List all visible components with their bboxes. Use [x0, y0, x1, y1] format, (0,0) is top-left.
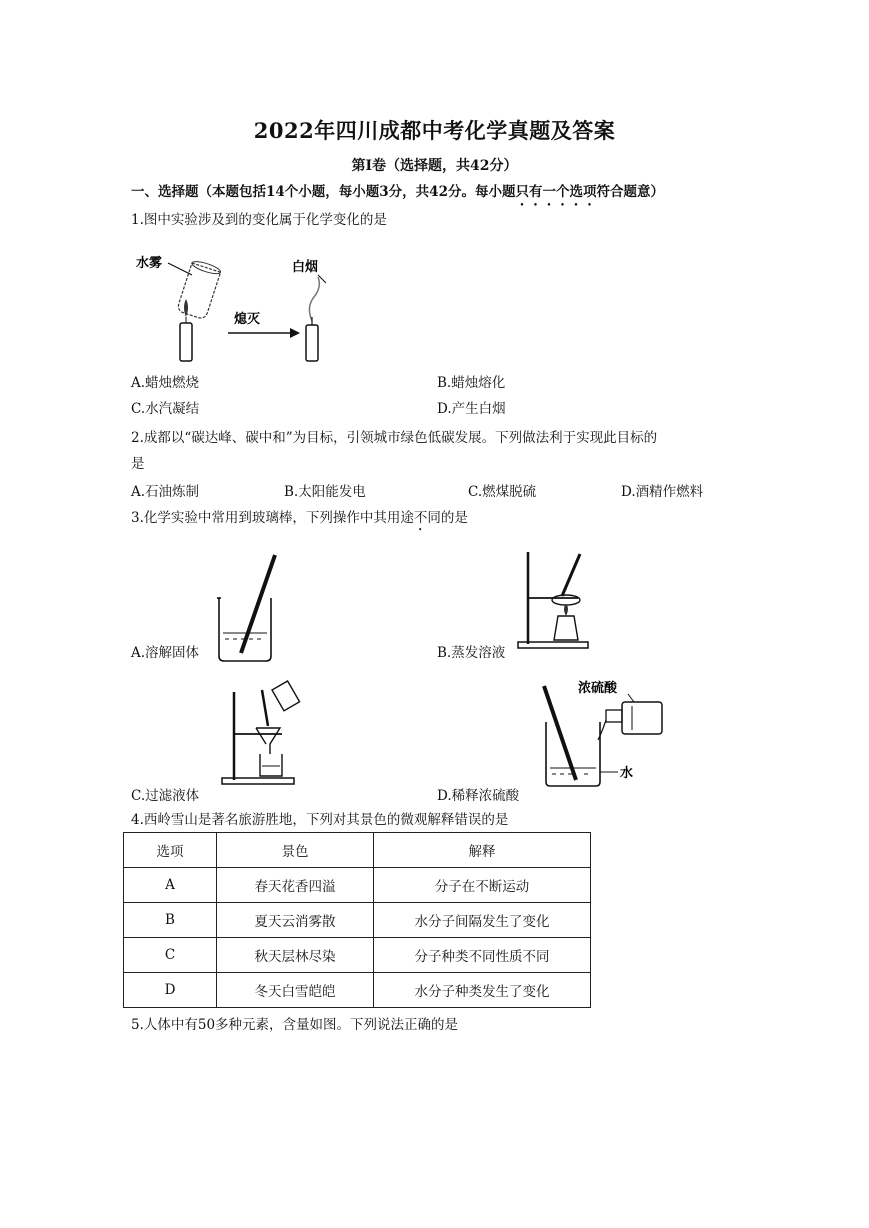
table-header-row: [124, 833, 591, 868]
q3-option-d: D.稀释浓硫酸: [437, 788, 520, 804]
arrow-icon: [228, 328, 300, 338]
table-cell-option: D: [124, 973, 217, 1008]
volume-heading: 第Ⅰ卷（选择题，共42分）: [351, 158, 518, 174]
table-header-scene: 景色: [217, 833, 374, 868]
table-cell-scene: 夏天云消雾散: [217, 903, 374, 938]
q1-figure: [130, 245, 370, 370]
funnel-icon: [256, 728, 280, 754]
q4-table: [123, 832, 591, 1008]
acid-bottle-icon: [606, 702, 662, 734]
q3-stem-suffix: 同的是: [427, 510, 468, 526]
q4-stem: 4.西岭雪山是著名旅游胜地，下列对其景色的微观解释错误的是: [131, 812, 509, 828]
q3-figure-b: [518, 548, 598, 653]
q1-label-mist: 水雾: [136, 256, 163, 271]
q2-option-d: D.酒精作燃料: [621, 484, 704, 500]
section-heading: [131, 180, 664, 209]
table-cell-scene: 冬天白雪皑皑: [217, 973, 374, 1008]
table-cell-explanation: 分子种类不同性质不同: [374, 938, 591, 973]
section-emphasis: 只有一个选项: [515, 184, 597, 200]
table-row: [124, 973, 591, 1008]
table-row: [124, 938, 591, 973]
glass-rod-icon: [544, 686, 576, 780]
q3-stem-prefix: 3.化学实验中常用到玻璃棒，下列操作中其用途: [131, 510, 414, 526]
table-cell-scene: 秋天层林尽染: [217, 938, 374, 973]
q2-option-a: A.石油炼制: [131, 484, 200, 500]
tilted-beaker-icon: [177, 259, 222, 320]
q5-stem: 5.人体中有50多种元素，含量如图。下列说法正确的是: [131, 1017, 459, 1033]
table-cell-explanation: 水分子种类发生了变化: [374, 973, 591, 1008]
table-cell-option: B: [124, 903, 217, 938]
q1-option-a: A.蜡烛燃烧: [131, 375, 200, 391]
q2-option-b: B.太阳能发电: [284, 484, 366, 500]
q3-stem-emphasis: 不: [413, 510, 428, 526]
q3-option-a: A.溶解固体: [131, 645, 200, 661]
table-cell-option: C: [124, 938, 217, 973]
table-cell-explanation: 分子在不断运动: [374, 868, 591, 903]
q1-stem: 1.图中实验涉及到的变化属于化学变化的是: [131, 212, 387, 228]
q1-option-b: B.蜡烛熔化: [437, 375, 506, 391]
q1-option-c: C.水汽凝结: [131, 401, 200, 417]
section-prefix: 一、选择题（本题包括14个小题，每小题3分，共42分。每小题: [131, 184, 516, 200]
table-header-option: 选项: [124, 833, 217, 868]
extinguished-candle-icon: [306, 317, 318, 361]
q2-stem-line2: 是: [131, 456, 145, 472]
q1-option-d: D.产生白烟: [437, 401, 506, 417]
smoke-icon: [309, 277, 319, 321]
table-row: [124, 868, 591, 903]
q3-option-c: C.过滤液体: [131, 788, 200, 804]
table-cell-option: A: [124, 868, 217, 903]
q3-figure-c: [222, 688, 312, 788]
glass-rod-icon: [241, 555, 275, 653]
table-cell-scene: 春天花香四溢: [217, 868, 374, 903]
q3-stem: [131, 508, 468, 534]
alcohol-lamp-icon: [554, 616, 578, 640]
q3-figure-a: [215, 553, 285, 663]
q1-label-smoke: 白烟: [292, 260, 319, 275]
table-row: [124, 903, 591, 938]
section-suffix: 符合题意）: [596, 184, 664, 200]
q3-label-water: 水: [620, 766, 634, 781]
q2-option-c: C.燃煤脱硫: [468, 484, 537, 500]
burning-candle-icon: [180, 299, 192, 361]
q1-label-arrow: 熄灭: [234, 312, 261, 327]
page-title: 2022年四川成都中考化学真题及答案: [253, 118, 616, 143]
q3-label-acid: 浓硫酸: [578, 681, 618, 696]
q2-stem-line1: 2.成都以“碳达峰、碳中和”为目标，引领城市绿色低碳发展。下列做法利于实现此目标的: [131, 430, 658, 446]
table-cell-explanation: 水分子间隔发生了变化: [374, 903, 591, 938]
q3-figure-d: [536, 680, 676, 790]
table-header-explanation: 解释: [374, 833, 591, 868]
q3-option-b: B.蒸发溶液: [437, 645, 506, 661]
